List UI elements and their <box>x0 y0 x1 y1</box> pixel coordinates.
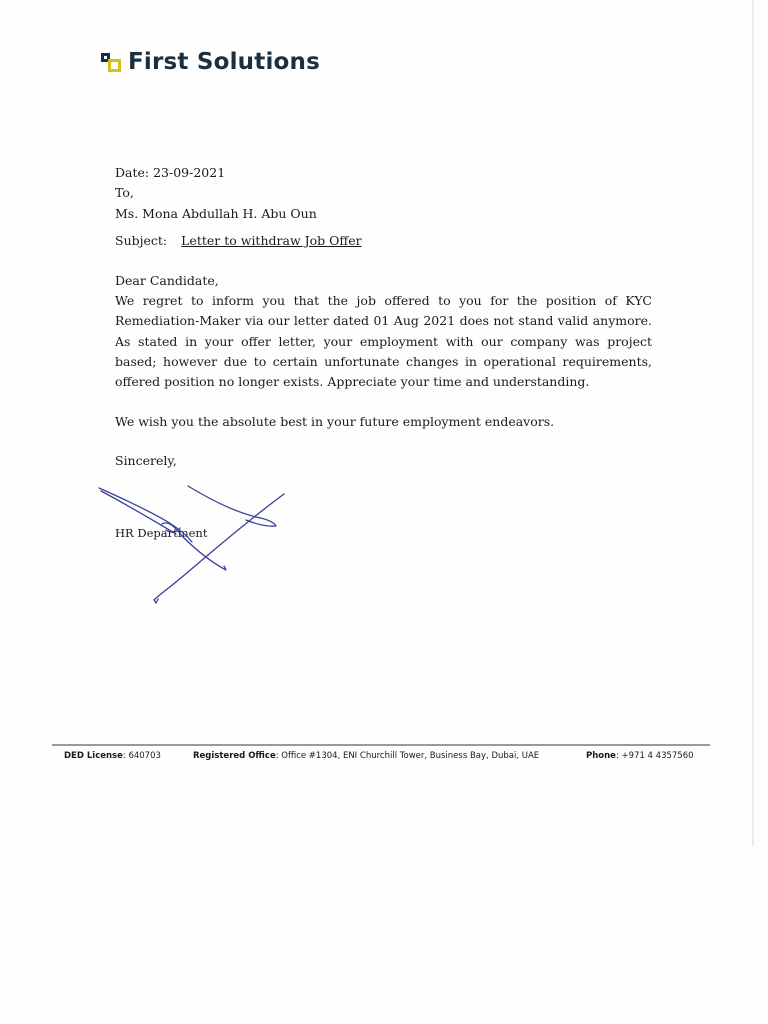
footer-license: DED License: 640703 <box>64 751 161 761</box>
subject-text: Letter to withdraw Job Offer <box>181 233 362 248</box>
company-name: First Solutions <box>128 49 320 75</box>
page-edge <box>752 0 754 846</box>
subject-label: Subject: <box>115 233 168 248</box>
letter-date: Date: 23-09-2021 <box>115 165 226 180</box>
company-logo <box>99 49 320 75</box>
letter-body: We regret to inform you that the job offered to you for the position of KYC Remediation-Maker via our letter dated 01 Aug 2021 does not stand valid anymore. As stated in your offer letter, your employment with our company was project based; however due to certain unfortunate changes in operational requirements, offered position no longer exists. Appreciate your time and understanding. <box>115 293 652 390</box>
letter-to: To, <box>115 185 134 200</box>
salutation: Dear Candidate, <box>115 273 219 288</box>
subject-line <box>115 233 362 248</box>
signatory-name: HR Department <box>115 526 208 540</box>
footer-office: Registered Office: Office #1304, ENI Churchill Tower, Business Bay, Dubai, UAE <box>193 751 540 761</box>
logo-mark-icon <box>99 49 125 75</box>
recipient-name: Ms. Mona Abdullah H. Abu Oun <box>115 206 317 221</box>
handwritten-signature <box>96 482 288 607</box>
footer-phone: Phone: +971 4 4357560 <box>586 751 694 761</box>
footer-rule <box>52 744 710 746</box>
closing-line: Sincerely, <box>115 453 177 468</box>
wishes-line: We wish you the absolute best in your future employment endeavors. <box>115 414 555 429</box>
